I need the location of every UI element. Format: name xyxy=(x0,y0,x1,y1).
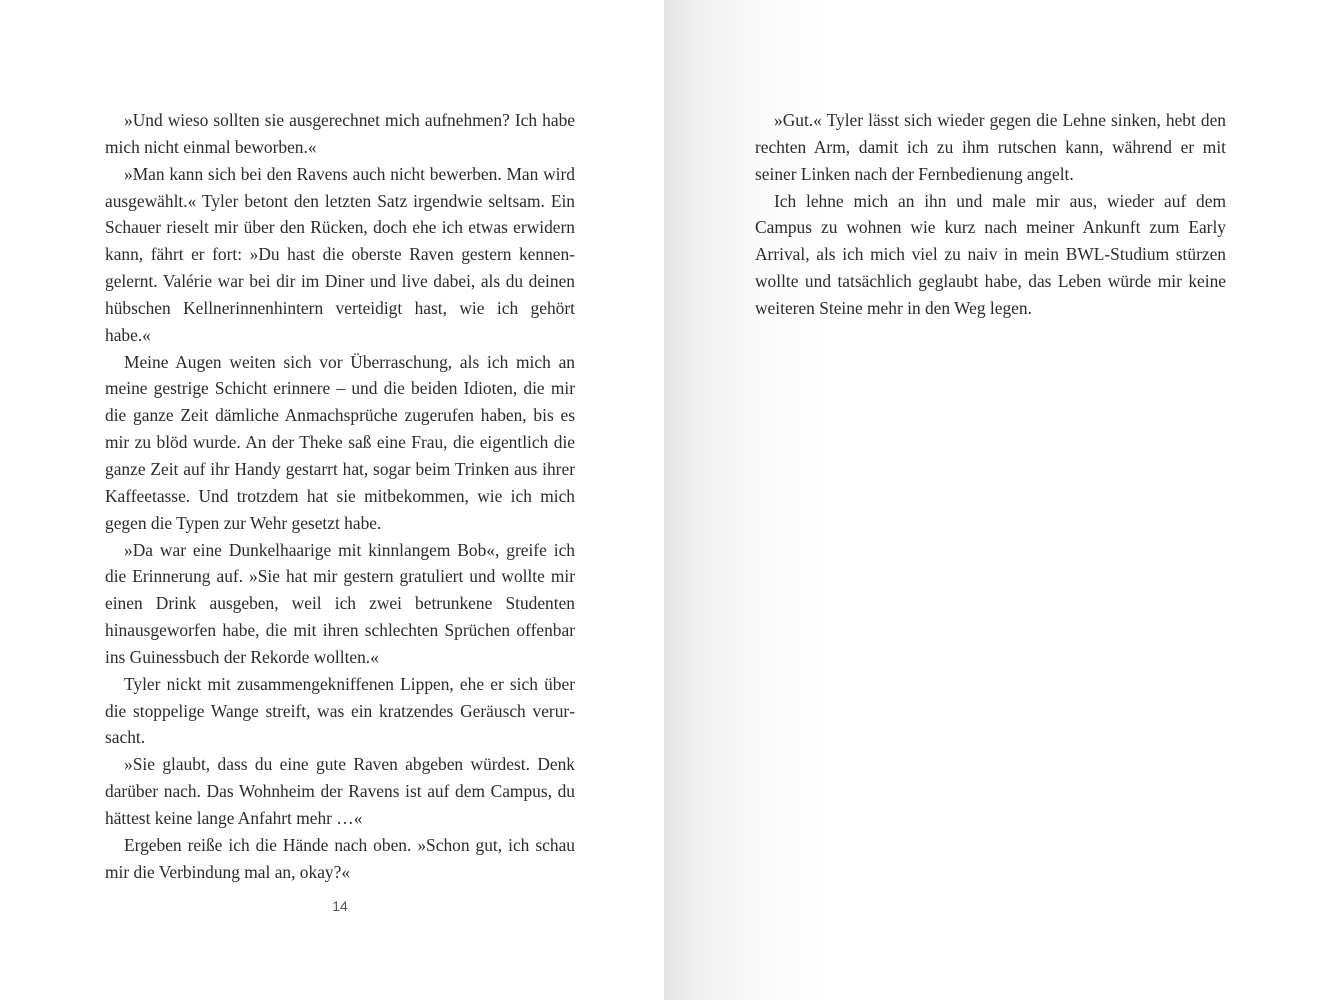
paragraph: Tyler nickt mit zusammengekniffenen Lippen, ehe er sich über die stoppelige Wange streift, was ein kratzendes Geräusch verursacht. xyxy=(105,673,575,748)
page-number: 14 xyxy=(332,898,348,914)
paragraph: Ergeben reiße ich die Hände nach oben. »Schon gut, ich schau mir die Verbindung mal an, okay?« xyxy=(105,834,575,882)
paragraph: »Gut.« Tyler lässt sich wieder gegen die Lehne sinken, hebt den rechten Arm, damit ich zu ihm rutschen kann, während er mit seiner Linken nach der Fernbedienung angelt. xyxy=(755,110,1226,184)
paragraph: Meine Augen weiten sich vor Überraschung, als ich mich an meine gestrige Schicht erinnere – und die beiden Idioten, die mir die ganze Zeit dämliche Anmachsprüche zugerufen haben, bis es mir zu blöd wurde. An der Theke saß eine Frau, die eigentlich die ganze Zeit auf ihr Handy gestarrt hat, sogar beim Trinken aus ihrer Kaffeetasse. Und trotzdem hat sie mitbekommen, wie ich mich gegen die Typen zur Wehr gesetzt habe. xyxy=(105,351,575,533)
right-page-body xyxy=(755,107,1226,322)
paragraph: »Da war eine Dunkelhaarige mit kinnlangem Bob«, greife ich die Erinnerung auf. »Sie hat mir gestern gratuliert und wollte mir einen Drink ausgeben, weil ich zwei betrunkene Studenten hinausgeworfen habe, die mit ihren schlechten Sprüchen offenbar ins Guinessbuch der Rekorde wollten.« xyxy=(105,539,575,667)
right-page xyxy=(664,0,1329,1000)
paragraph: »Man kann sich bei den Ravens auch nicht bewerben. Man wird ausgewählt.« Tyler betont den letzten Satz irgendwie seltsam. Ein Schauer rieselt mir über den Rücken, doch ehe ich etwas erwidern kann, fährt er fort: »Du hast die oberste Raven gestern kennengelernt. Valérie war bei dir im Diner und live dabei, als du deinen hübschen Kellnerinnenhintern verteidigt hast, wie ich gehört habe.« xyxy=(105,163,575,345)
left-page-body xyxy=(105,107,575,885)
paragraph: Ich lehne mich an ihn und male mir aus, wieder auf dem Campus zu wohnen wie kurz nach meiner Ankunft zum Early Arrival, als ich mich viel zu naiv in mein BWL-Studium stürzen wollte und tatsächlich geglaubt habe, das Leben würde mir keine weiteren Steine mehr in den Weg legen. xyxy=(755,190,1226,318)
paragraph: »Sie glaubt, dass du eine gute Raven abgeben würdest. Denk darüber nach. Das Wohnheim der Ravens ist auf dem Campus, du hättest keine lange Anfahrt mehr …« xyxy=(105,754,575,828)
left-page xyxy=(0,0,664,1000)
paragraph: »Und wieso sollten sie ausgerechnet mich aufnehmen? Ich habe mich nicht einmal beworben.« xyxy=(105,110,575,157)
